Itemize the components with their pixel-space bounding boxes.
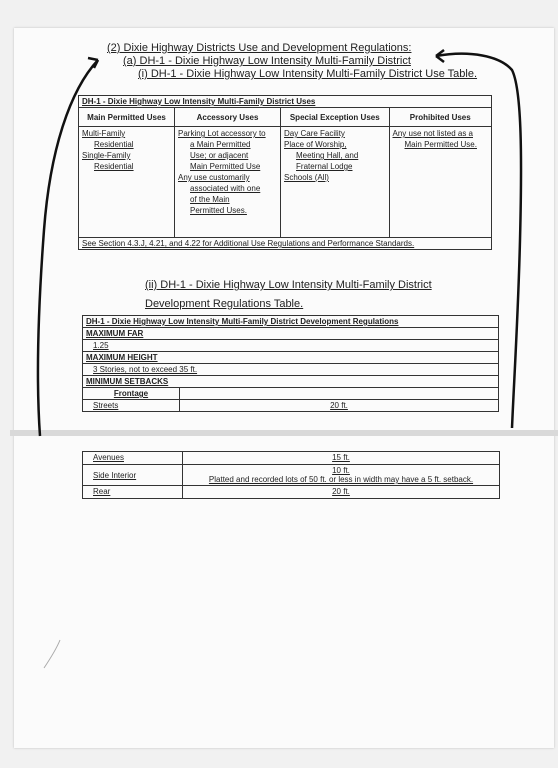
max-far-label: MAXIMUM FAR xyxy=(83,328,499,340)
col-prohibited: Prohibited Uses xyxy=(389,108,492,127)
side-interior-value: 10 ft. Platted and recorded lots of 50 ft. or less in width may have a 5 ft. setback. xyxy=(183,465,500,486)
accessory-cell: Parking Lot accessory to a Main Permitted Use; or adjacent Main Permitted Use Any use customarily associated with one of the Main Permitted Uses. xyxy=(175,127,281,238)
max-height-label: MAXIMUM HEIGHT xyxy=(83,352,499,364)
rear-value: 20 ft. xyxy=(183,486,500,499)
col-accessory: Accessory Uses xyxy=(175,108,281,127)
dev-table-heading: (ii) DH-1 - Dixie Highway Low Intensity Multi-Family District Development Regulations Table. xyxy=(145,279,432,310)
max-height-value: 3 Stories, not to exceed 35 ft. xyxy=(83,364,499,376)
dev-regulations-table-continued xyxy=(82,451,500,499)
district-heading: (a) DH-1 - Dixie Highway Low Intensity Multi-Family District xyxy=(123,55,411,67)
special-exception-cell: Day Care Facility Place of Worship, Meeting Hall, and Fraternal Lodge Schools (All) xyxy=(281,127,389,238)
frontage-blank xyxy=(180,388,499,400)
avenues-value: 15 ft. xyxy=(183,452,500,465)
side-interior-label: Side Interior xyxy=(83,465,183,486)
col-main-permitted: Main Permitted Uses xyxy=(79,108,175,127)
frontage-label: Frontage xyxy=(83,388,180,400)
use-table-heading: (i) DH-1 - Dixie Highway Low Intensity Multi-Family District Use Table. xyxy=(138,68,478,80)
dev-regulations-table xyxy=(82,315,499,412)
use-table-footer: See Section 4.3.J, 4.21, and 4.22 for Additional Use Regulations and Performance Standards. xyxy=(79,238,492,250)
streets-label: Streets xyxy=(83,400,180,412)
use-table xyxy=(78,95,492,250)
page-seam xyxy=(10,430,558,436)
main-permitted-cell: Multi-Family Residential Single-Family Residential xyxy=(79,127,175,238)
setbacks-label: MINIMUM SETBACKS xyxy=(83,376,499,388)
prohibited-cell: Any use not listed as a Main Permitted Use. xyxy=(389,127,492,238)
streets-value: 20 ft. xyxy=(180,400,499,412)
rear-label: Rear xyxy=(83,486,183,499)
col-special-exception: Special Exception Uses xyxy=(281,108,389,127)
avenues-label: Avenues xyxy=(83,452,183,465)
section-heading: (2) Dixie Highway Districts Use and Development Regulations: xyxy=(107,42,412,54)
max-far-value: 1.25 xyxy=(83,340,499,352)
dev-table-caption: DH-1 - Dixie Highway Low Intensity Multi-Family District Development Regulations xyxy=(83,316,499,328)
use-table-caption: DH-1 - Dixie Highway Low Intensity Multi-Family District Uses xyxy=(79,96,492,108)
